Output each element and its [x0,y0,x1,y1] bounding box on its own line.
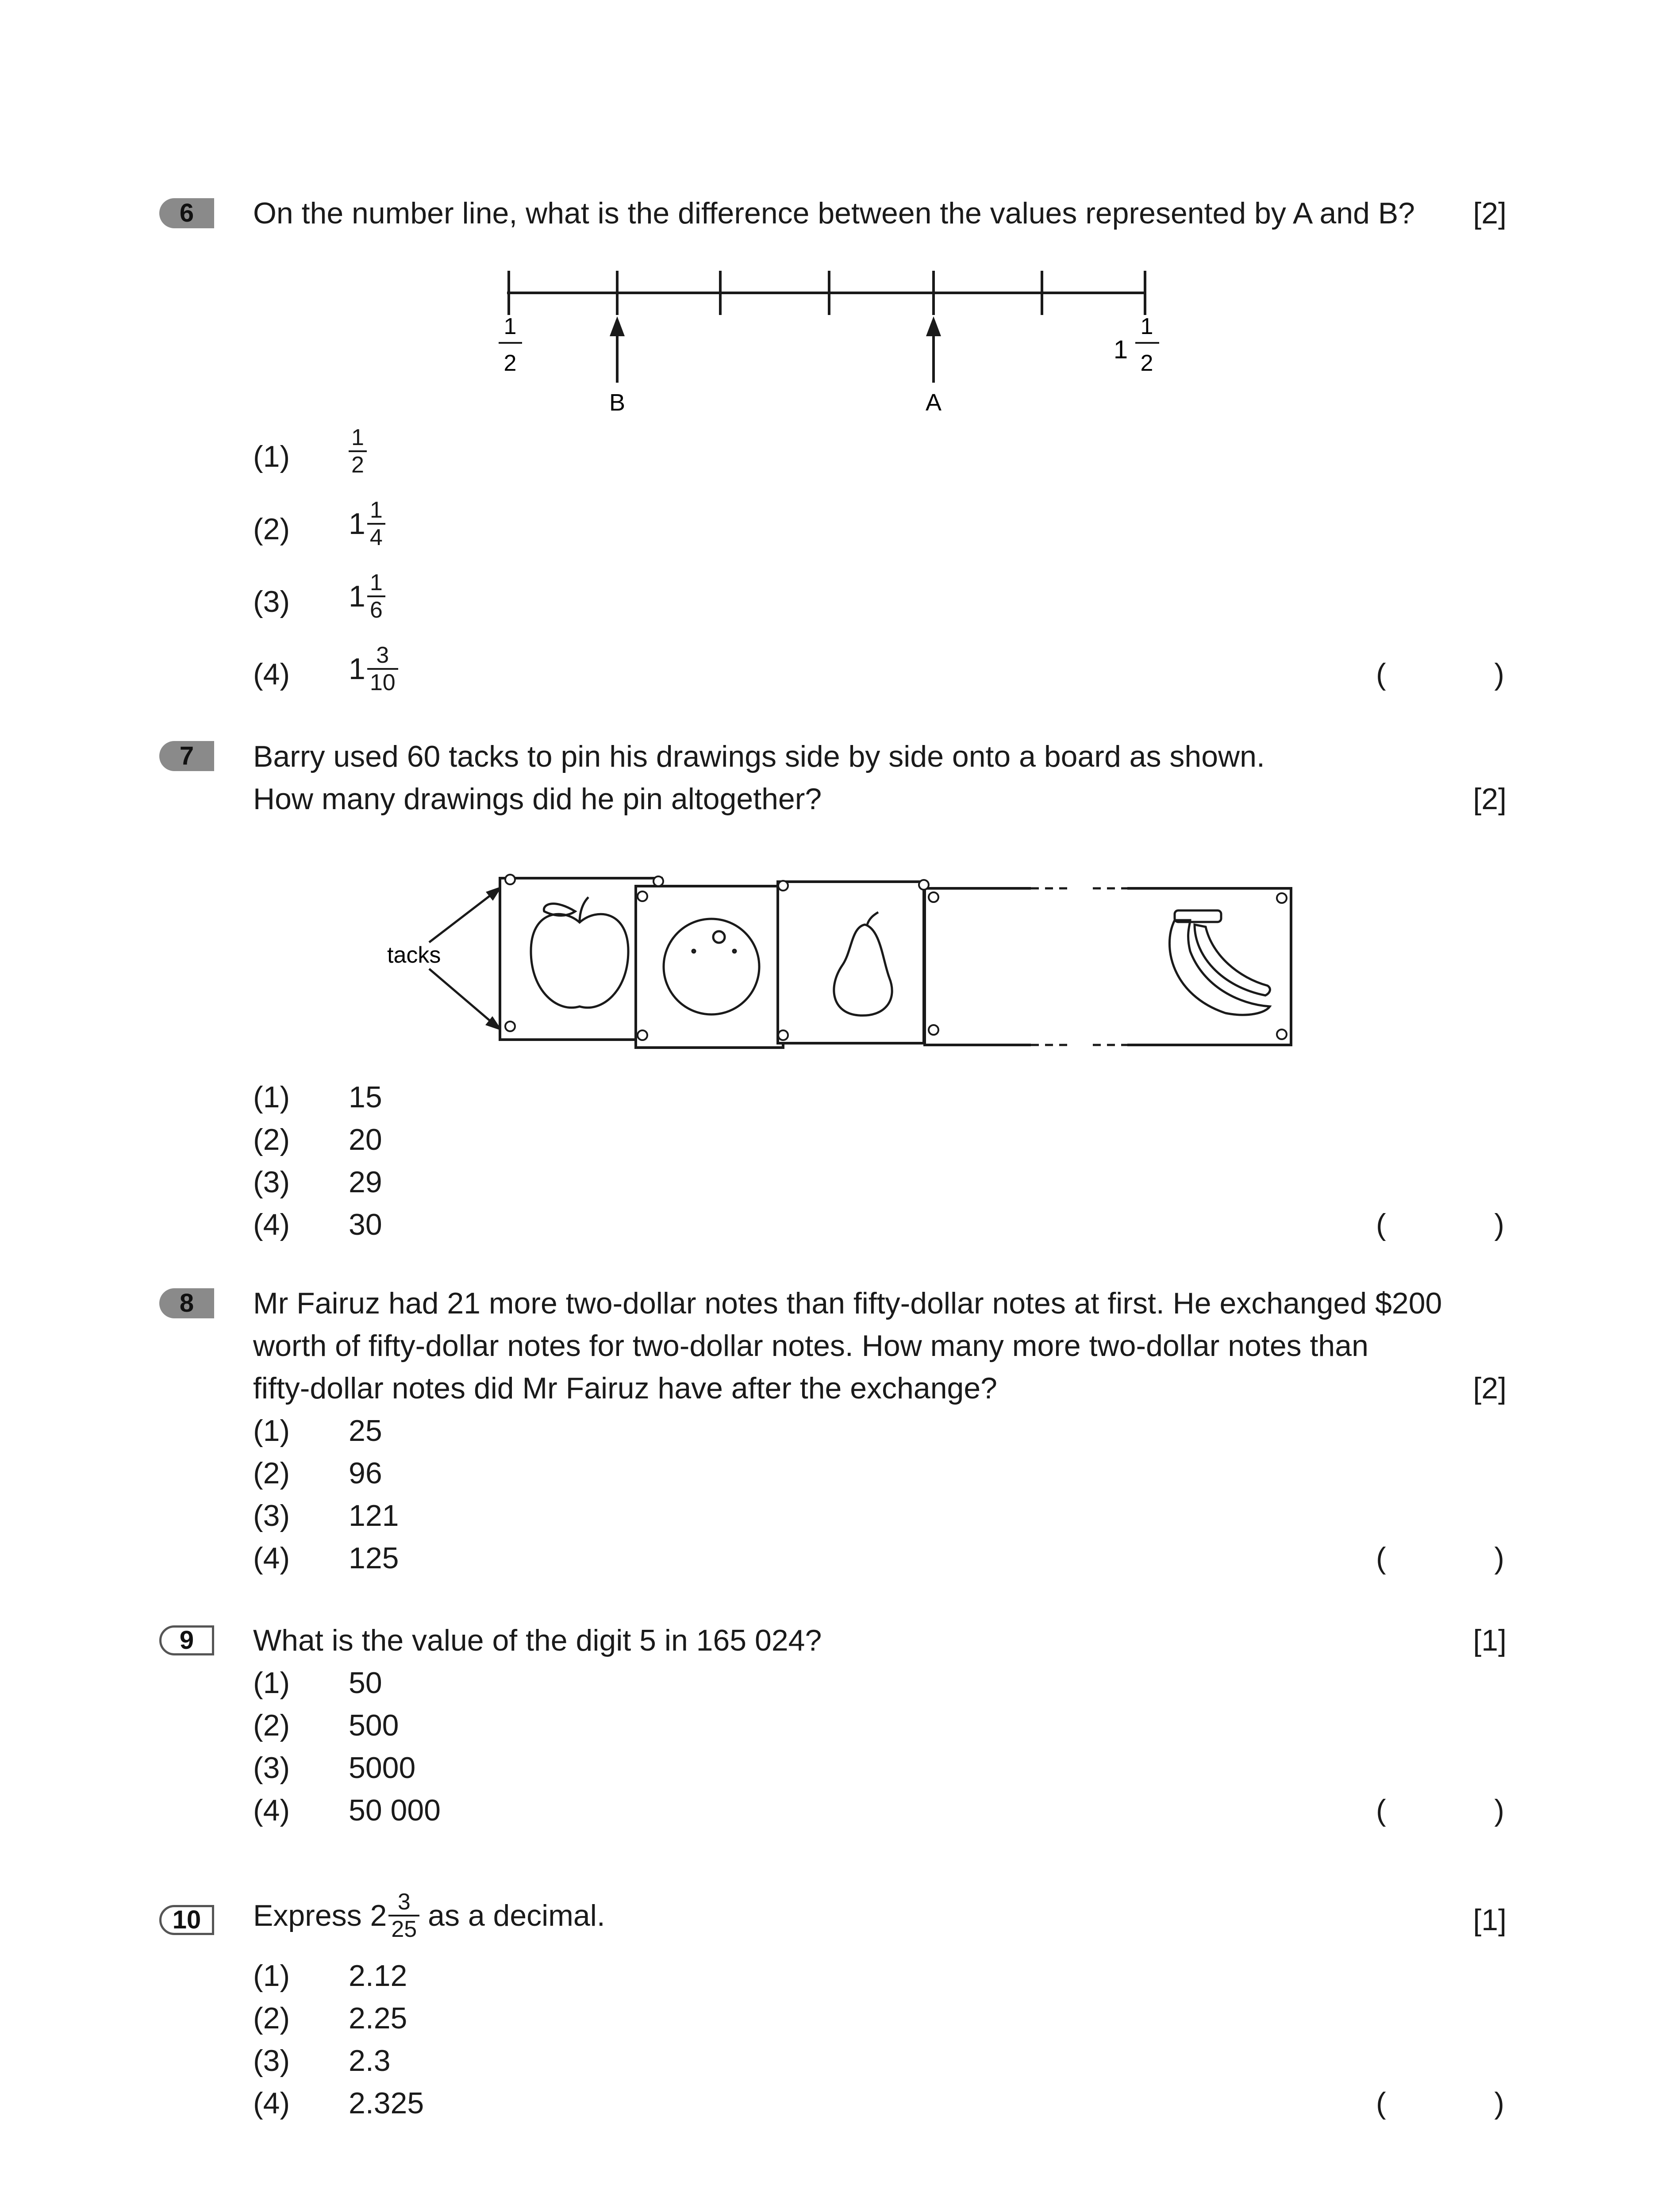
marks-label: [2] [1473,196,1506,230]
marks-label: [1] [1473,1903,1506,1937]
option-value: 50 000 [349,1793,441,1827]
number-line-right-whole: 1 [1113,335,1128,364]
option-value: 2.25 [349,2001,407,2035]
option-number: (3) [253,1499,290,1532]
option-number: (2) [253,1123,290,1156]
question-number-badge: 7 [159,741,214,771]
banana-icon [1169,910,1270,1015]
option-number: (2) [253,1456,290,1490]
question-text-line: How many drawings did he pin altogether? [253,782,822,816]
marks-label: [2] [1473,1371,1506,1405]
question-text-line: Barry used 60 tacks to pin his drawings side by side onto a board as shown. [253,740,1265,773]
question-number-badge: 9 [159,1625,214,1655]
option-number: (3) [253,585,290,618]
option-number: (4) [253,657,290,691]
option-number: (4) [253,2086,290,2120]
option-number: (4) [253,1208,290,1241]
option-number: (2) [253,512,290,546]
number-line-left-numerator: 1 [503,314,517,339]
option-value: 121 [349,1499,399,1532]
option-value: 96 [349,1456,382,1490]
option-value: 1 $\frac{1}{4}$ [349,497,385,550]
point-b-label: B [609,389,626,416]
question-text-line: Mr Fairuz had 21 more two-dollar notes than fifty-dollar notes at first. He exchanged $200 [253,1286,1442,1320]
marks-label: [2] [1473,782,1506,816]
tacks-label: tacks [387,942,441,968]
option-value: 2.12 [349,1959,407,1993]
option-value: 2.325 [349,2086,424,2120]
question-text-line: fifty-dollar notes did Mr Fairuz have after the exchange? [253,1371,997,1405]
question-text: What is the value of the digit 5 in 165 024? [253,1624,822,1657]
option-value: 15 [349,1080,382,1114]
option-value: $\frac{1}{2}$ [349,425,367,478]
question-number-badge: 8 [159,1288,214,1318]
marks-label: [1] [1473,1624,1506,1657]
option-value: 30 [349,1208,382,1241]
number-line-right-numerator: 1 [1140,314,1153,339]
question-text: Express 2 $\frac{3}{25}$ as a decimal. [253,1889,605,1942]
option-value: 1 $\frac{3}{10}$ [349,642,398,695]
option-number: (4) [253,1541,290,1575]
option-number: (1) [253,1959,290,1993]
option-number: (1) [253,1666,290,1700]
question-text-line: worth of fifty-dollar notes for two-dollar notes. How many more two-dollar notes than [253,1329,1368,1363]
question-text: On the number line, what is the difference between the values represented by A and B? [253,196,1415,230]
question-number-badge: 6 [159,198,214,228]
point-a-label: A [925,389,942,416]
option-value: 50 [349,1666,382,1700]
number-line-right-denominator: 2 [1140,350,1153,376]
option-value: 29 [349,1165,382,1199]
option-number: (3) [253,2044,290,2078]
option-number: (1) [253,440,290,473]
question-number-badge: 10 [159,1905,214,1935]
option-number: (1) [253,1080,290,1114]
option-value: 125 [349,1541,399,1575]
option-value: 20 [349,1123,382,1156]
option-number: (3) [253,1165,290,1199]
option-value: 500 [349,1709,399,1742]
number-line-left-denominator: 2 [503,350,517,376]
option-number: (2) [253,1709,290,1742]
option-value: 1 $\frac{1}{6}$ [349,570,385,623]
option-value: 5000 [349,1751,416,1785]
option-number: (1) [253,1414,290,1448]
option-value: 2.3 [349,2044,391,2078]
option-number: (4) [253,1793,290,1827]
option-number: (2) [253,2001,290,2035]
option-value: 25 [349,1414,382,1448]
option-number: (3) [253,1751,290,1785]
